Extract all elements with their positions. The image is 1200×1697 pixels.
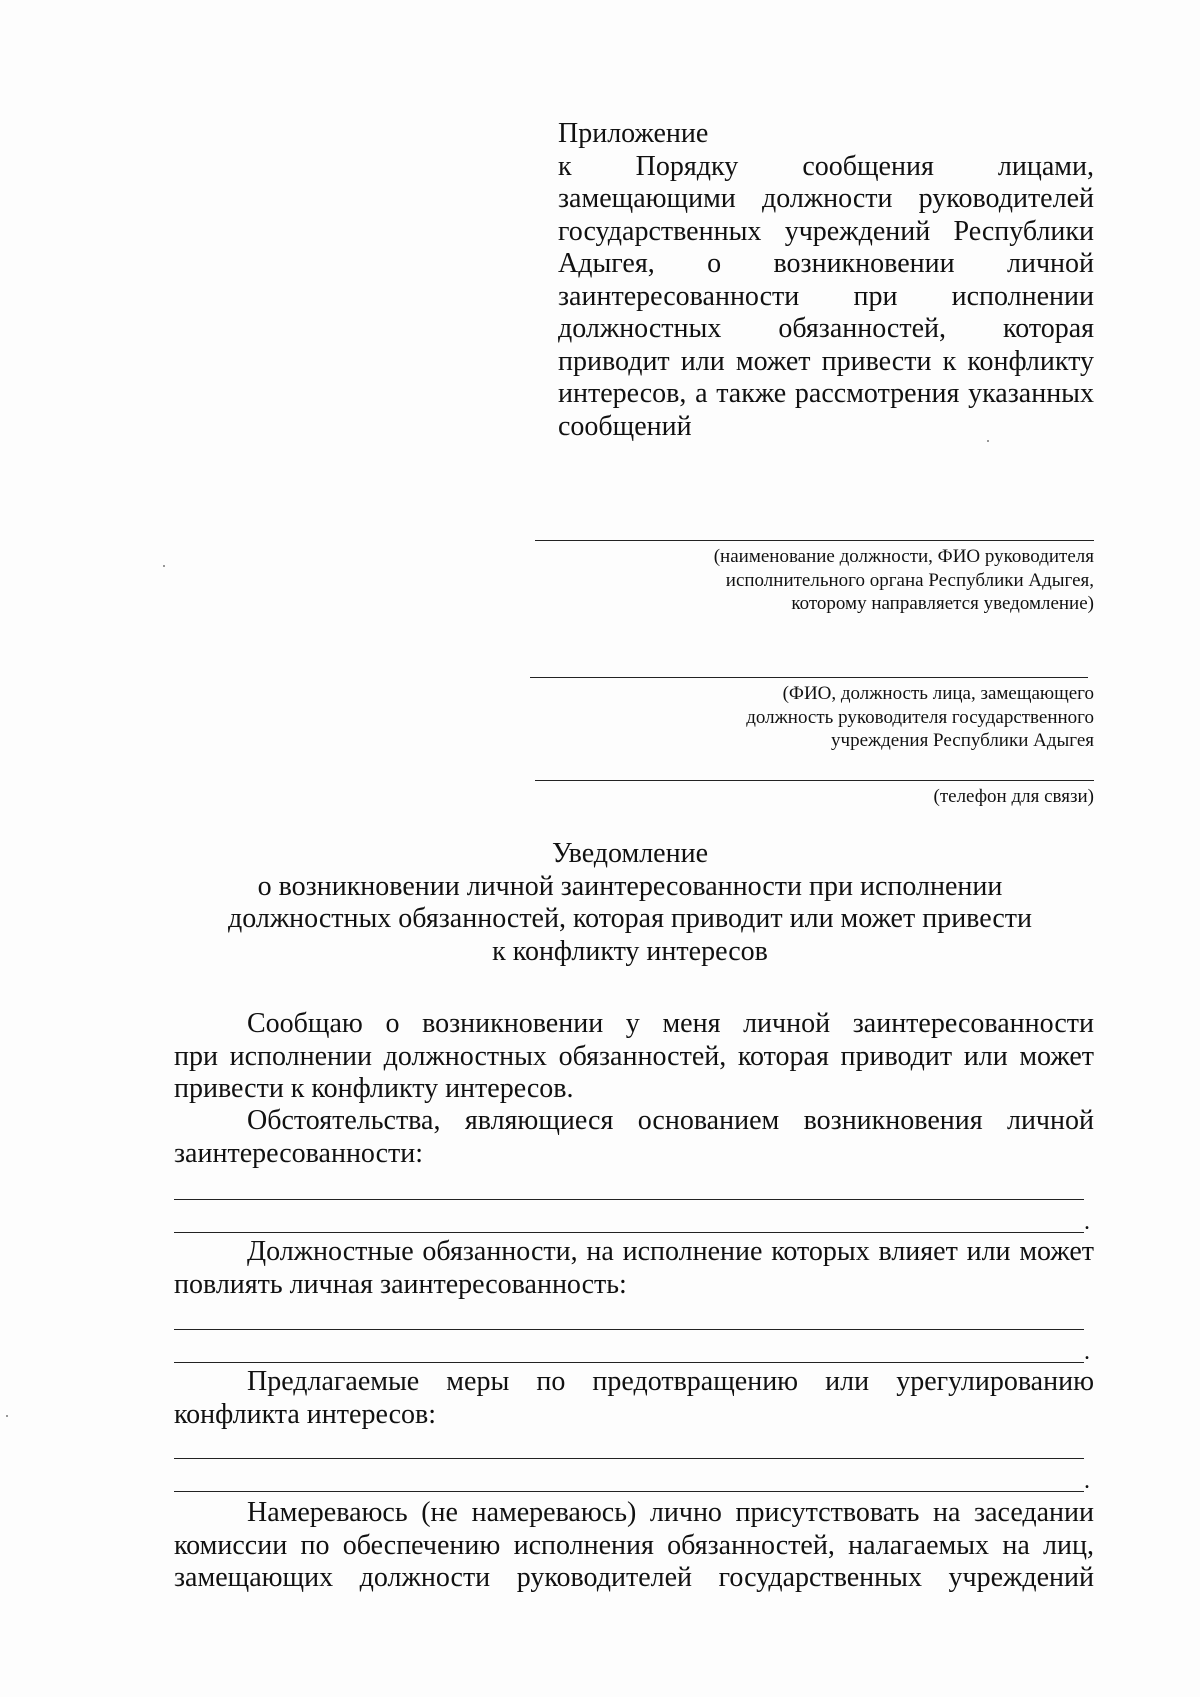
caption-line: учреждения Республики Адыгея: [831, 730, 1094, 751]
duties-paragraph: [174, 1236, 1094, 1301]
scan-speck: [163, 565, 165, 567]
measures-blank-line[interactable]: [174, 1458, 1084, 1459]
recipient-field-line[interactable]: [535, 540, 1094, 541]
appendix-line: государственных учреждений Республики: [558, 215, 1094, 247]
notice-title: Уведомление: [551, 838, 708, 869]
recipient-caption: [714, 545, 1094, 616]
duties-blank-line[interactable]: [174, 1329, 1084, 1330]
circumstances-blank-line[interactable]: [174, 1232, 1084, 1233]
notice-subtitle-line: о возникновении личной заинтересованности при исполнении: [257, 870, 1003, 902]
paragraph-line: повлиять личная заинтересованность:: [174, 1268, 627, 1300]
circumstances-blank-line[interactable]: [174, 1199, 1084, 1200]
paragraph-line: Должностные обязанности, на исполнение которых влияет или может: [247, 1236, 1094, 1267]
phone-field-line[interactable]: [535, 780, 1094, 781]
paragraph-line: Обстоятельства, являющиеся основанием возникновения личной: [247, 1105, 1094, 1136]
paragraph-line: Сообщаю о возникновении у меня личной заинтересованности: [247, 1008, 1094, 1039]
appendix-line: Адыгея, о возникновении личной: [558, 248, 1094, 279]
appendix-line: замещающими должности руководителей: [558, 183, 1094, 214]
appendix-line: интересов, а также рассмотрения указанных: [558, 378, 1094, 409]
paragraph-line: замещающих должности руководителей государственных учреждений: [174, 1562, 1094, 1593]
scan-speck: [987, 440, 989, 442]
phone-caption: (телефон для связи): [933, 786, 1094, 807]
notice-subtitle-line: к конфликту интересов: [492, 935, 768, 967]
duties-blank-line[interactable]: [174, 1362, 1084, 1363]
report-paragraph: [174, 1008, 1094, 1106]
blank-end-dot: .: [1084, 1339, 1090, 1365]
blank-end-dot: .: [1084, 1468, 1090, 1494]
appendix-text: [558, 151, 1094, 444]
intent-paragraph: [174, 1497, 1094, 1595]
circumstances-paragraph: [174, 1105, 1094, 1170]
caption-line: которому направляется уведомление): [791, 593, 1094, 614]
appendix-block: [558, 118, 1094, 443]
sender-field-line[interactable]: [530, 677, 1088, 678]
caption-line: должность руководителя государственного: [746, 706, 1094, 728]
sender-caption: [746, 682, 1094, 753]
appendix-title: Приложение: [558, 118, 709, 149]
caption-line: (наименование должности, ФИО руководителя: [713, 546, 1094, 567]
appendix-line: сообщений: [558, 410, 692, 442]
paragraph-line: привести к конфликту интересов.: [174, 1073, 574, 1104]
paragraph-line: конфликта интересов:: [174, 1398, 436, 1430]
measures-blank-line[interactable]: [174, 1491, 1084, 1492]
paragraph-line: при исполнении должностных обязанностей, которая приводит или может: [174, 1040, 1094, 1072]
paragraph-line: заинтересованности:: [174, 1137, 424, 1169]
paragraph-line: Предлагаемые меры по предотвращению или урегулированию: [247, 1366, 1094, 1397]
caption-line: исполнительного органа Республики Адыгея,: [725, 569, 1094, 591]
appendix-line: заинтересованности при исполнении: [558, 280, 1094, 312]
blank-end-dot: .: [1084, 1209, 1090, 1235]
appendix-line: приводит или может привести к конфликту: [558, 345, 1094, 377]
notice-subtitle-line: должностных обязанностей, которая приводит или может привести: [227, 903, 1033, 934]
appendix-line: должностных обязанностей, которая: [558, 313, 1094, 344]
scan-speck: [6, 1415, 8, 1417]
paragraph-line: Намереваюсь (не намереваюсь) лично присутствовать на заседании: [247, 1497, 1094, 1528]
notice-heading: [0, 838, 1200, 968]
measures-paragraph: [174, 1366, 1094, 1431]
appendix-line: к Порядку сообщения лицами,: [558, 150, 1094, 182]
caption-line: (ФИО, должность лица, замещающего: [782, 683, 1094, 704]
paragraph-line: комиссии по обеспечению исполнения обязанностей, налагаемых на лиц,: [174, 1529, 1094, 1561]
